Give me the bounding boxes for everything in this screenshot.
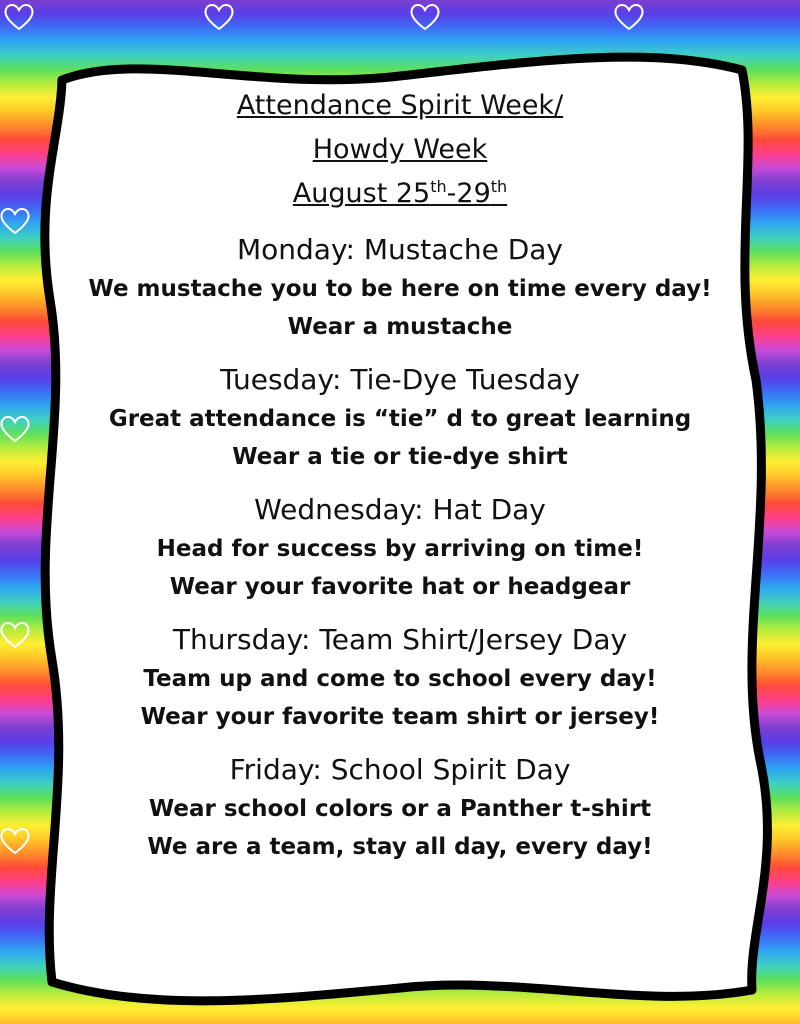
day-instruction: Wear your favorite team shirt or jersey! bbox=[140, 704, 660, 730]
day-slogan: Head for success by arriving on time! bbox=[156, 536, 644, 562]
day-heading: Thursday: Team Shirt/Jersey Day bbox=[172, 623, 628, 656]
day-instruction: Wear a tie or tie-dye shirt bbox=[232, 444, 568, 470]
day-tuesday bbox=[80, 360, 720, 476]
date-range: August 25th-29th bbox=[292, 177, 508, 209]
day-slogan: Great attendance is “tie” d to great learning bbox=[108, 406, 692, 432]
day-slogan: Team up and come to school every day! bbox=[143, 666, 657, 692]
day-instruction: Wear a mustache bbox=[287, 314, 513, 340]
day-thursday bbox=[80, 620, 720, 736]
day-heading: Wednesday: Hat Day bbox=[254, 493, 546, 526]
flyer-content bbox=[80, 84, 720, 866]
day-slogan: Wear school colors or a Panther t-shirt bbox=[148, 796, 652, 822]
day-friday bbox=[80, 750, 720, 866]
day-heading: Tuesday: Tie-Dye Tuesday bbox=[220, 363, 580, 396]
day-heading: Monday: Mustache Day bbox=[236, 233, 564, 266]
day-instruction: Wear your favorite hat or headgear bbox=[169, 574, 631, 600]
day-monday bbox=[80, 230, 720, 346]
day-instruction: We are a team, stay all day, every day! bbox=[147, 834, 653, 860]
title-line-1: Attendance Spirit Week/ bbox=[236, 90, 564, 121]
day-wednesday bbox=[80, 490, 720, 606]
day-heading: Friday: School Spirit Day bbox=[229, 753, 571, 786]
day-slogan: We mustache you to be here on time every day! bbox=[88, 276, 712, 302]
title-line-2: Howdy Week bbox=[312, 134, 488, 165]
